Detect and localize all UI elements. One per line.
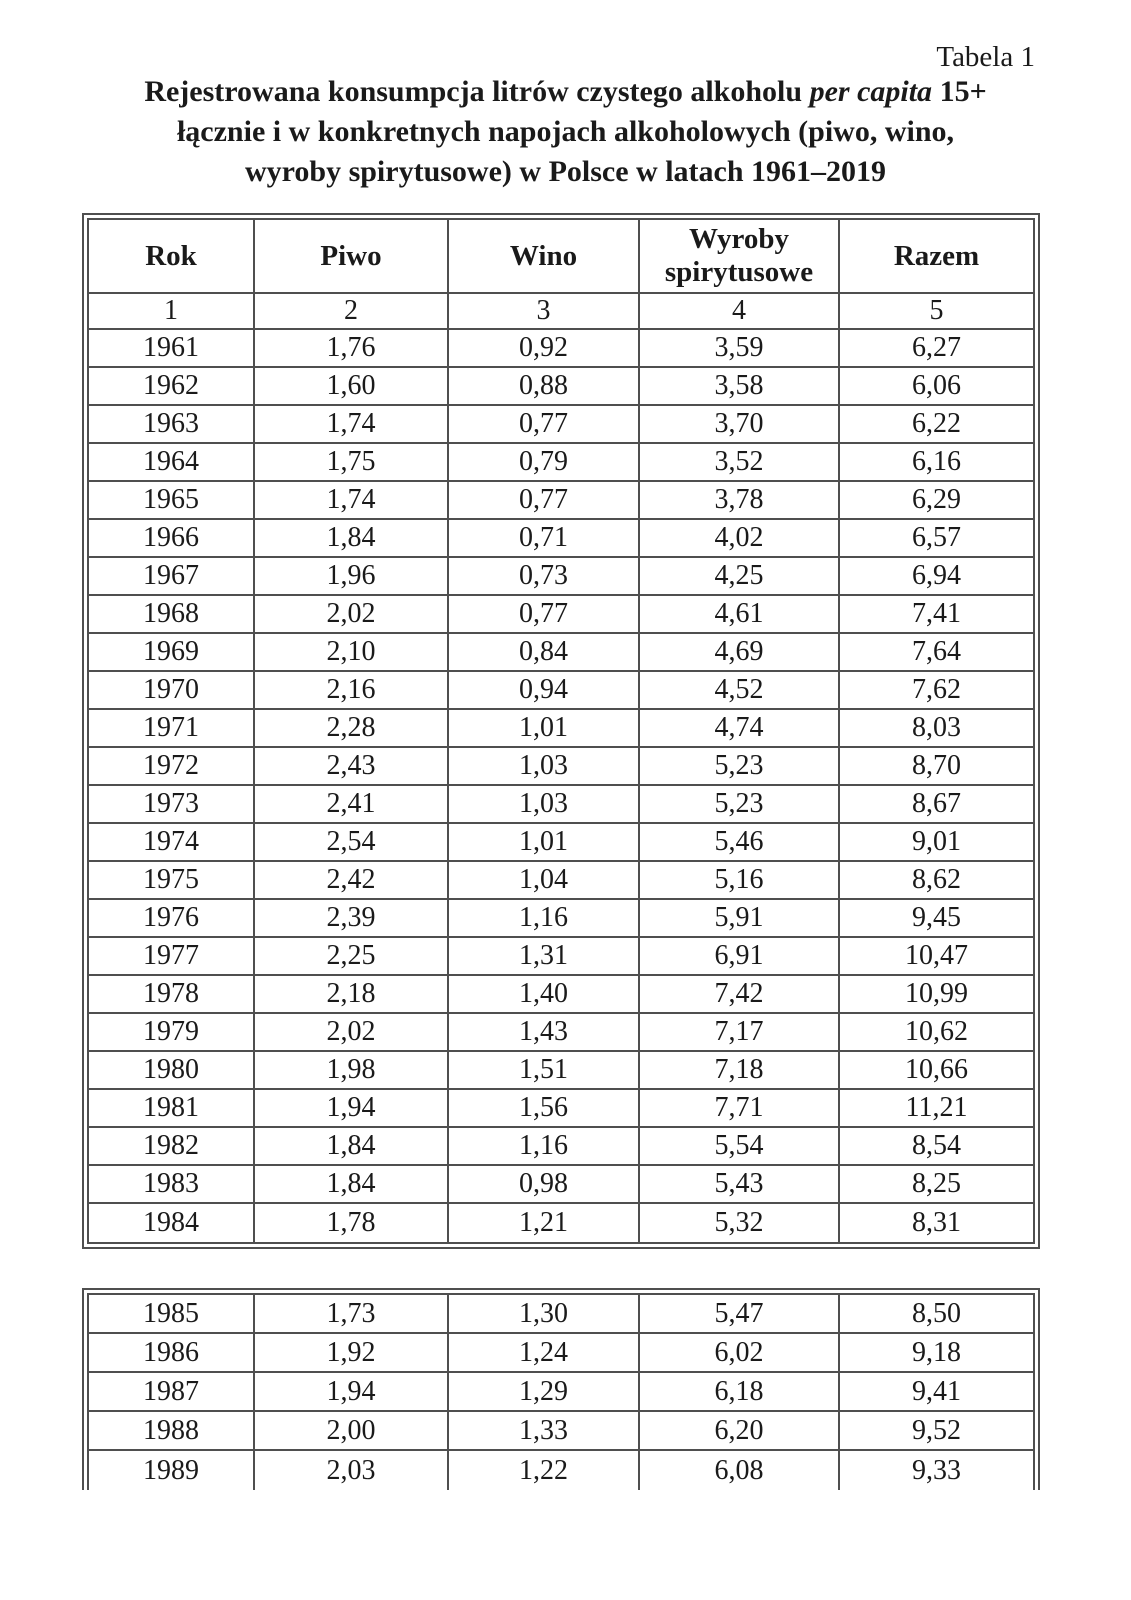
value-cell: 2,39 — [255, 900, 449, 938]
table-row — [89, 862, 1033, 900]
title-line-1-post: 15+ — [932, 75, 987, 108]
year-cell: 1989 — [89, 1451, 255, 1490]
value-cell: 1,40 — [449, 976, 640, 1014]
value-cell: 2,54 — [255, 824, 449, 862]
table-row — [89, 1128, 1033, 1166]
header-wino: Wino — [449, 220, 640, 294]
column-number-cell: 3 — [449, 294, 640, 330]
value-cell: 0,77 — [449, 596, 640, 634]
table-row — [89, 1052, 1033, 1090]
value-cell: 7,42 — [640, 976, 840, 1014]
column-number-cell: 4 — [640, 294, 840, 330]
year-cell: 1968 — [89, 596, 255, 634]
value-cell: 1,84 — [255, 1128, 449, 1166]
value-cell: 7,71 — [640, 1090, 840, 1128]
value-cell: 8,03 — [840, 710, 1033, 748]
table-row — [89, 1014, 1033, 1052]
value-cell: 0,98 — [449, 1166, 640, 1204]
value-cell: 6,20 — [640, 1412, 840, 1451]
table-row — [89, 1090, 1033, 1128]
year-cell: 1965 — [89, 482, 255, 520]
value-cell: 6,57 — [840, 520, 1033, 558]
value-cell: 10,62 — [840, 1014, 1033, 1052]
column-number-cell: 2 — [255, 294, 449, 330]
value-cell: 2,02 — [255, 596, 449, 634]
value-cell: 3,70 — [640, 406, 840, 444]
value-cell: 1,43 — [449, 1014, 640, 1052]
table-row — [89, 444, 1033, 482]
value-cell: 1,31 — [449, 938, 640, 976]
value-cell: 4,25 — [640, 558, 840, 596]
value-cell: 10,47 — [840, 938, 1033, 976]
value-cell: 1,03 — [449, 748, 640, 786]
value-cell: 0,79 — [449, 444, 640, 482]
value-cell: 0,71 — [449, 520, 640, 558]
value-cell: 3,59 — [640, 330, 840, 368]
header-wyroby-spirytusowe: Wyroby spirytusowe — [640, 220, 840, 294]
value-cell: 1,01 — [449, 710, 640, 748]
value-cell: 0,73 — [449, 558, 640, 596]
year-cell: 1980 — [89, 1052, 255, 1090]
column-numbers-row — [89, 294, 1033, 330]
value-cell: 10,99 — [840, 976, 1033, 1014]
value-cell: 5,43 — [640, 1166, 840, 1204]
year-cell: 1979 — [89, 1014, 255, 1052]
value-cell: 6,91 — [640, 938, 840, 976]
table-row — [89, 710, 1033, 748]
year-cell: 1964 — [89, 444, 255, 482]
header-rok: Rok — [89, 220, 255, 294]
value-cell: 8,50 — [840, 1295, 1033, 1334]
value-cell: 2,25 — [255, 938, 449, 976]
value-cell: 4,02 — [640, 520, 840, 558]
value-cell: 7,64 — [840, 634, 1033, 672]
value-cell: 2,28 — [255, 710, 449, 748]
value-cell: 1,30 — [449, 1295, 640, 1334]
year-cell: 1978 — [89, 976, 255, 1014]
value-cell: 2,42 — [255, 862, 449, 900]
value-cell: 10,66 — [840, 1052, 1033, 1090]
value-cell: 1,03 — [449, 786, 640, 824]
value-cell: 3,52 — [640, 444, 840, 482]
year-cell: 1973 — [89, 786, 255, 824]
value-cell: 1,22 — [449, 1451, 640, 1490]
value-cell: 1,73 — [255, 1295, 449, 1334]
value-cell: 1,51 — [449, 1052, 640, 1090]
year-cell: 1981 — [89, 1090, 255, 1128]
value-cell: 1,16 — [449, 1128, 640, 1166]
year-cell: 1971 — [89, 710, 255, 748]
value-cell: 0,77 — [449, 482, 640, 520]
consumption-table-1961-1984 — [82, 213, 1040, 1249]
value-cell: 2,03 — [255, 1451, 449, 1490]
value-cell: 0,94 — [449, 672, 640, 710]
year-cell: 1970 — [89, 672, 255, 710]
value-cell: 1,98 — [255, 1052, 449, 1090]
header-piwo: Piwo — [255, 220, 449, 294]
year-cell: 1963 — [89, 406, 255, 444]
value-cell: 5,91 — [640, 900, 840, 938]
value-cell: 9,33 — [912, 1455, 961, 1486]
value-cell: 6,06 — [840, 368, 1033, 406]
year-cell: 1976 — [89, 900, 255, 938]
year-cell: 1967 — [89, 558, 255, 596]
year-cell: 1982 — [89, 1128, 255, 1166]
table-row — [89, 1204, 1033, 1242]
title-line-1 — [0, 72, 1131, 112]
value-cell: 9,01 — [840, 824, 1033, 862]
year-cell: 1986 — [89, 1334, 255, 1373]
table-row — [89, 368, 1033, 406]
value-cell: 2,02 — [255, 1014, 449, 1052]
year-cell: 1966 — [89, 520, 255, 558]
value-cell: 1,96 — [255, 558, 449, 596]
value-cell: 8,70 — [840, 748, 1033, 786]
year-cell: 1983 — [89, 1166, 255, 1204]
value-cell: 7,41 — [840, 596, 1033, 634]
value-cell: 8,31 — [912, 1207, 961, 1238]
value-cell: 2,10 — [255, 634, 449, 672]
table-row — [89, 938, 1033, 976]
value-cell: 8,25 — [840, 1166, 1033, 1204]
value-cell: 1,24 — [449, 1334, 640, 1373]
value-cell: 1,76 — [255, 330, 449, 368]
value-cell: 1,01 — [449, 824, 640, 862]
value-cell: 2,43 — [255, 748, 449, 786]
value-cell: 0,84 — [449, 634, 640, 672]
value-cell: 0,88 — [449, 368, 640, 406]
year-cell: 1988 — [89, 1412, 255, 1451]
title-line-1-pre: Rejestrowana konsumpcja litrów czystego alkoholu — [144, 75, 810, 108]
title-line-3: wyroby spirytusowe) w Polsce w latach 1961–2019 — [244, 155, 887, 188]
table-row — [89, 330, 1033, 368]
table-row — [89, 786, 1033, 824]
value-cell: 3,58 — [640, 368, 840, 406]
value-cell: 1,75 — [255, 444, 449, 482]
table-row — [89, 1166, 1033, 1204]
value-cell: 2,16 — [255, 672, 449, 710]
value-cell: 1,04 — [449, 862, 640, 900]
value-cell: 7,62 — [840, 672, 1033, 710]
value-cell: 6,18 — [640, 1373, 840, 1412]
table-title — [0, 72, 1131, 192]
table-row — [89, 520, 1033, 558]
header-razem: Razem — [840, 220, 1033, 294]
value-cell: 8,67 — [840, 786, 1033, 824]
consumption-table-1985-1989 — [82, 1288, 1040, 1490]
table-row — [89, 1373, 1033, 1412]
table-row — [89, 558, 1033, 596]
value-cell: 8,62 — [840, 862, 1033, 900]
year-cell: 1969 — [89, 634, 255, 672]
value-cell: 1,29 — [449, 1373, 640, 1412]
value-cell: 7,17 — [640, 1014, 840, 1052]
table-row — [89, 900, 1033, 938]
value-cell: 2,00 — [255, 1412, 449, 1451]
value-cell: 1,78 — [255, 1204, 449, 1242]
value-cell: 4,74 — [640, 710, 840, 748]
value-cell: 6,29 — [840, 482, 1033, 520]
value-cell: 1,84 — [255, 1166, 449, 1204]
value-cell: 9,41 — [840, 1373, 1033, 1412]
value-cell: 6,16 — [840, 444, 1033, 482]
value-cell: 5,23 — [640, 786, 840, 824]
year-cell: 1962 — [89, 368, 255, 406]
table-row — [89, 406, 1033, 444]
value-cell: 7,18 — [640, 1052, 840, 1090]
title-line-2: łącznie i w konkretnych napojach alkoholowych (piwo, wino, — [176, 115, 955, 148]
value-cell: 1,60 — [255, 368, 449, 406]
value-cell: 4,69 — [640, 634, 840, 672]
value-cell: 1,16 — [449, 900, 640, 938]
table-row — [89, 596, 1033, 634]
value-cell: 11,21 — [840, 1090, 1033, 1128]
table-row — [89, 976, 1033, 1014]
value-cell: 2,41 — [255, 786, 449, 824]
year-cell: 1985 — [89, 1295, 255, 1334]
value-cell: 4,61 — [640, 596, 840, 634]
table-caption-number: Tabela 1 — [936, 41, 1035, 73]
column-number-cell: 1 — [89, 294, 255, 330]
value-cell: 8,54 — [840, 1128, 1033, 1166]
value-cell: 9,45 — [840, 900, 1033, 938]
table-row — [89, 1412, 1033, 1451]
value-cell: 2,18 — [255, 976, 449, 1014]
value-cell: 1,33 — [449, 1412, 640, 1451]
title-line-1-italic: per capita — [809, 75, 933, 108]
value-cell: 1,84 — [255, 520, 449, 558]
header-row — [89, 220, 1033, 294]
value-cell: 5,46 — [640, 824, 840, 862]
value-cell: 3,78 — [640, 482, 840, 520]
value-cell: 5,47 — [640, 1295, 840, 1334]
value-cell: 5,16 — [640, 862, 840, 900]
value-cell: 9,18 — [840, 1334, 1033, 1373]
table-row — [89, 748, 1033, 786]
value-cell: 1,94 — [255, 1373, 449, 1412]
table-row — [89, 1295, 1033, 1334]
value-cell: 1,56 — [449, 1090, 640, 1128]
value-cell: 5,32 — [640, 1204, 840, 1242]
year-cell: 1984 — [89, 1204, 255, 1242]
year-cell: 1975 — [89, 862, 255, 900]
value-cell: 0,77 — [449, 406, 640, 444]
table-row — [89, 1334, 1033, 1373]
value-cell: 6,27 — [840, 330, 1033, 368]
year-cell: 1977 — [89, 938, 255, 976]
table-row — [89, 672, 1033, 710]
value-cell: 4,52 — [640, 672, 840, 710]
table-row — [89, 634, 1033, 672]
value-cell: 1,21 — [449, 1204, 640, 1242]
year-cell: 1961 — [89, 330, 255, 368]
value-cell: 6,02 — [640, 1334, 840, 1373]
table-row — [89, 482, 1033, 520]
value-cell: 9,52 — [840, 1412, 1033, 1451]
year-cell: 1972 — [89, 748, 255, 786]
column-number-cell: 5 — [840, 294, 1033, 330]
value-cell: 1,74 — [255, 406, 449, 444]
value-cell: 0,92 — [449, 330, 640, 368]
value-cell: 6,22 — [840, 406, 1033, 444]
value-cell: 1,74 — [255, 482, 449, 520]
table-row — [89, 1451, 1033, 1490]
table-row — [89, 824, 1033, 862]
value-cell: 5,54 — [640, 1128, 840, 1166]
year-cell: 1974 — [89, 824, 255, 862]
year-cell: 1987 — [89, 1373, 255, 1412]
value-cell: 5,23 — [640, 748, 840, 786]
value-cell: 1,92 — [255, 1334, 449, 1373]
value-cell: 1,94 — [255, 1090, 449, 1128]
value-cell: 6,08 — [640, 1451, 840, 1490]
value-cell: 6,94 — [840, 558, 1033, 596]
